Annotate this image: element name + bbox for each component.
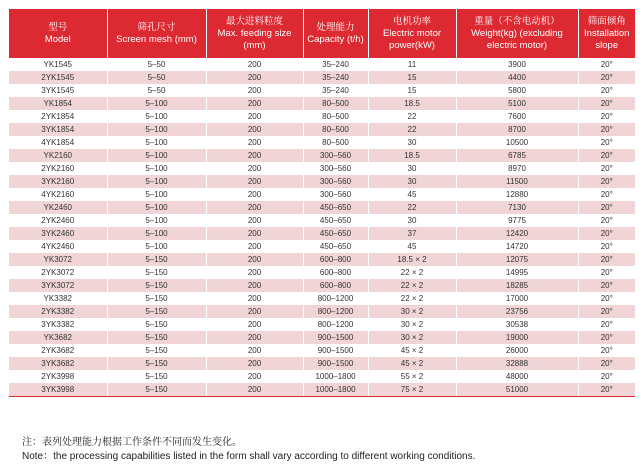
table-row (9, 266, 635, 279)
cell-installation-slope: 20° (578, 58, 635, 71)
cell-screen-mesh: 5–50 (107, 84, 206, 97)
table-row (9, 227, 635, 240)
cell-max-feeding-size: 200 (206, 201, 303, 214)
cell-max-feeding-size: 200 (206, 331, 303, 344)
cell-weight: 4400 (456, 71, 578, 84)
cell-model: 2YK3072 (9, 266, 107, 279)
cell-capacity: 450–650 (303, 214, 368, 227)
cell-model: 2YK2460 (9, 214, 107, 227)
table-row (9, 149, 635, 162)
cell-screen-mesh: 5–100 (107, 162, 206, 175)
cell-weight: 8700 (456, 123, 578, 136)
header-zh: 型号 (48, 21, 68, 33)
cell-weight: 23756 (456, 305, 578, 318)
cell-max-feeding-size: 200 (206, 279, 303, 292)
cell-capacity: 80–500 (303, 110, 368, 123)
cell-weight: 51000 (456, 383, 578, 397)
cell-model: 3YK3382 (9, 318, 107, 331)
table-row (9, 58, 635, 71)
cell-weight: 8970 (456, 162, 578, 175)
cell-weight: 19000 (456, 331, 578, 344)
table-row (9, 188, 635, 201)
cell-max-feeding-size: 200 (206, 188, 303, 201)
table-row (9, 383, 635, 397)
cell-model: YK3682 (9, 331, 107, 344)
cell-weight: 5800 (456, 84, 578, 97)
cell-capacity: 80–500 (303, 123, 368, 136)
cell-max-feeding-size: 200 (206, 344, 303, 357)
cell-weight: 48000 (456, 370, 578, 383)
cell-screen-mesh: 5–50 (107, 58, 206, 71)
cell-motor-power: 18.5 (368, 97, 456, 110)
cell-model: 4YK1854 (9, 136, 107, 149)
cell-capacity: 1000–1800 (303, 383, 368, 397)
cell-motor-power: 22 × 2 (368, 279, 456, 292)
cell-motor-power: 37 (368, 227, 456, 240)
cell-weight: 32888 (456, 357, 578, 370)
cell-motor-power: 30 (368, 175, 456, 188)
cell-motor-power: 45 (368, 240, 456, 253)
cell-screen-mesh: 5–100 (107, 188, 206, 201)
cell-capacity: 80–500 (303, 97, 368, 110)
table-row (9, 357, 635, 370)
header-en: Max. feeding size (mm) (217, 27, 292, 51)
cell-model: 3YK3682 (9, 357, 107, 370)
cell-motor-power: 18.5 (368, 149, 456, 162)
cell-screen-mesh: 5–150 (107, 370, 206, 383)
cell-weight: 5100 (456, 97, 578, 110)
cell-motor-power: 30 × 2 (368, 305, 456, 318)
table-row (9, 305, 635, 318)
cell-model: 4YK2160 (9, 188, 107, 201)
cell-max-feeding-size: 200 (206, 318, 303, 331)
cell-installation-slope: 20° (578, 292, 635, 305)
cell-capacity: 300–560 (303, 149, 368, 162)
cell-installation-slope: 20° (578, 97, 635, 110)
cell-max-feeding-size: 200 (206, 58, 303, 71)
cell-capacity: 80–500 (303, 136, 368, 149)
cell-max-feeding-size: 200 (206, 253, 303, 266)
cell-model: 2YK1545 (9, 71, 107, 84)
cell-max-feeding-size: 200 (206, 227, 303, 240)
cell-weight: 7130 (456, 201, 578, 214)
table-row (9, 253, 635, 266)
cell-max-feeding-size: 200 (206, 97, 303, 110)
spec-table-body (9, 58, 635, 397)
cell-screen-mesh: 5–100 (107, 227, 206, 240)
cell-motor-power: 30 (368, 214, 456, 227)
table-row (9, 240, 635, 253)
cell-weight: 11500 (456, 175, 578, 188)
cell-model: YK1545 (9, 58, 107, 71)
cell-motor-power: 30 (368, 136, 456, 149)
cell-max-feeding-size: 200 (206, 123, 303, 136)
table-row (9, 344, 635, 357)
cell-max-feeding-size: 200 (206, 214, 303, 227)
cell-installation-slope: 20° (578, 84, 635, 97)
cell-capacity: 800–1200 (303, 292, 368, 305)
cell-capacity: 450–650 (303, 227, 368, 240)
cell-installation-slope: 20° (578, 214, 635, 227)
cell-capacity: 300–560 (303, 162, 368, 175)
table-row (9, 292, 635, 305)
cell-weight: 18285 (456, 279, 578, 292)
cell-weight: 3900 (456, 58, 578, 71)
cell-weight: 17000 (456, 292, 578, 305)
cell-model: 2YK3998 (9, 370, 107, 383)
cell-model: 2YK2160 (9, 162, 107, 175)
cell-max-feeding-size: 200 (206, 240, 303, 253)
cell-screen-mesh: 5–100 (107, 123, 206, 136)
table-row (9, 162, 635, 175)
cell-installation-slope: 20° (578, 266, 635, 279)
cell-installation-slope: 20° (578, 123, 635, 136)
cell-max-feeding-size: 200 (206, 370, 303, 383)
header-capacity (303, 9, 368, 58)
cell-installation-slope: 20° (578, 201, 635, 214)
cell-screen-mesh: 5–100 (107, 214, 206, 227)
cell-screen-mesh: 5–100 (107, 201, 206, 214)
cell-installation-slope: 20° (578, 305, 635, 318)
header-zh: 筛面倾角 (587, 15, 626, 27)
cell-screen-mesh: 5–150 (107, 383, 206, 397)
header-weight (456, 9, 578, 58)
table-row (9, 318, 635, 331)
cell-installation-slope: 20° (578, 110, 635, 123)
cell-installation-slope: 20° (578, 357, 635, 370)
cell-screen-mesh: 5–150 (107, 318, 206, 331)
cell-model: 3YK3998 (9, 383, 107, 397)
cell-max-feeding-size: 200 (206, 266, 303, 279)
cell-installation-slope: 20° (578, 227, 635, 240)
cell-installation-slope: 20° (578, 136, 635, 149)
header-motor-power (368, 9, 456, 58)
cell-motor-power: 18.5 × 2 (368, 253, 456, 266)
cell-screen-mesh: 5–150 (107, 292, 206, 305)
cell-capacity: 600–800 (303, 266, 368, 279)
cell-screen-mesh: 5–100 (107, 136, 206, 149)
cell-capacity: 800–1200 (303, 305, 368, 318)
table-row (9, 123, 635, 136)
cell-max-feeding-size: 200 (206, 175, 303, 188)
cell-motor-power: 22 (368, 123, 456, 136)
cell-motor-power: 30 (368, 162, 456, 175)
header-en: Weight(kg) (excluding electric motor) (471, 27, 563, 51)
cell-model: 4YK2460 (9, 240, 107, 253)
cell-motor-power: 30 × 2 (368, 318, 456, 331)
cell-screen-mesh: 5–150 (107, 279, 206, 292)
table-row (9, 279, 635, 292)
cell-capacity: 1000–1800 (303, 370, 368, 383)
cell-installation-slope: 20° (578, 71, 635, 84)
cell-weight: 14720 (456, 240, 578, 253)
cell-model: 2YK1854 (9, 110, 107, 123)
cell-installation-slope: 20° (578, 188, 635, 201)
cell-weight: 6785 (456, 149, 578, 162)
cell-model: 3YK2160 (9, 175, 107, 188)
cell-motor-power: 30 × 2 (368, 331, 456, 344)
cell-max-feeding-size: 200 (206, 84, 303, 97)
header-zh: 筛孔尺寸 (137, 21, 176, 33)
cell-max-feeding-size: 200 (206, 305, 303, 318)
table-row (9, 110, 635, 123)
header-en: Installation slope (584, 27, 630, 51)
cell-weight: 26000 (456, 344, 578, 357)
cell-screen-mesh: 5–150 (107, 266, 206, 279)
table-row (9, 370, 635, 383)
cell-weight: 30538 (456, 318, 578, 331)
spec-table (9, 9, 635, 397)
table-row (9, 331, 635, 344)
cell-motor-power: 45 (368, 188, 456, 201)
cell-weight: 14995 (456, 266, 578, 279)
header-max-feeding-size (206, 9, 303, 58)
table-row (9, 84, 635, 97)
cell-weight: 12075 (456, 253, 578, 266)
cell-motor-power: 45 × 2 (368, 344, 456, 357)
cell-model: 3YK2460 (9, 227, 107, 240)
cell-max-feeding-size: 200 (206, 149, 303, 162)
cell-installation-slope: 20° (578, 240, 635, 253)
cell-motor-power: 45 × 2 (368, 357, 456, 370)
cell-installation-slope: 20° (578, 279, 635, 292)
spec-table-container (9, 9, 635, 397)
header-installation-slope (578, 9, 635, 58)
note-en: Note：the processing capabilities listed in the form shall vary according to different working conditions. (22, 451, 476, 462)
cell-screen-mesh: 5–50 (107, 71, 206, 84)
cell-motor-power: 55 × 2 (368, 370, 456, 383)
note-zh: 注：表列处理能力根据工作条件不同而发生变化。 (22, 437, 242, 448)
cell-max-feeding-size: 200 (206, 292, 303, 305)
cell-installation-slope: 20° (578, 162, 635, 175)
table-row (9, 175, 635, 188)
cell-model: YK3382 (9, 292, 107, 305)
cell-max-feeding-size: 200 (206, 162, 303, 175)
cell-motor-power: 22 × 2 (368, 292, 456, 305)
cell-max-feeding-size: 200 (206, 136, 303, 149)
cell-capacity: 600–800 (303, 279, 368, 292)
cell-screen-mesh: 5–100 (107, 97, 206, 110)
header-en: Model (44, 33, 71, 45)
cell-capacity: 600–800 (303, 253, 368, 266)
cell-capacity: 800–1200 (303, 318, 368, 331)
header-en: Electric motor power(kW) (382, 27, 442, 51)
cell-motor-power: 15 (368, 71, 456, 84)
header-en: Capacity (t/h) (307, 33, 364, 45)
cell-screen-mesh: 5–100 (107, 175, 206, 188)
cell-screen-mesh: 5–100 (107, 149, 206, 162)
cell-weight: 9775 (456, 214, 578, 227)
cell-motor-power: 22 × 2 (368, 266, 456, 279)
header-row (9, 9, 635, 58)
header-screen-mesh (107, 9, 206, 58)
header-zh: 最大进料粒度 (225, 15, 283, 27)
cell-max-feeding-size: 200 (206, 71, 303, 84)
cell-weight: 12420 (456, 227, 578, 240)
cell-capacity: 450–650 (303, 201, 368, 214)
cell-installation-slope: 20° (578, 383, 635, 397)
header-zh: 重量（不含电动机） (474, 15, 560, 27)
cell-installation-slope: 20° (578, 149, 635, 162)
cell-motor-power: 22 (368, 110, 456, 123)
cell-capacity: 900–1500 (303, 344, 368, 357)
cell-screen-mesh: 5–100 (107, 110, 206, 123)
header-model (9, 9, 107, 58)
cell-installation-slope: 20° (578, 175, 635, 188)
table-row (9, 201, 635, 214)
table-row (9, 214, 635, 227)
cell-screen-mesh: 5–150 (107, 305, 206, 318)
cell-capacity: 35–240 (303, 84, 368, 97)
notes (22, 436, 475, 464)
table-row (9, 97, 635, 110)
header-zh: 处理能力 (316, 21, 355, 33)
cell-screen-mesh: 5–150 (107, 253, 206, 266)
cell-motor-power: 15 (368, 84, 456, 97)
cell-motor-power: 75 × 2 (368, 383, 456, 397)
table-row (9, 136, 635, 149)
header-zh: 电机功率 (392, 15, 431, 27)
cell-capacity: 450–650 (303, 240, 368, 253)
cell-capacity: 900–1500 (303, 331, 368, 344)
cell-model: 3YK1854 (9, 123, 107, 136)
cell-weight: 7600 (456, 110, 578, 123)
header-en: Screen mesh (mm) (116, 33, 197, 45)
cell-capacity: 300–560 (303, 175, 368, 188)
cell-capacity: 300–560 (303, 188, 368, 201)
cell-model: 2YK3682 (9, 344, 107, 357)
cell-installation-slope: 20° (578, 344, 635, 357)
cell-installation-slope: 20° (578, 318, 635, 331)
cell-capacity: 35–240 (303, 58, 368, 71)
cell-max-feeding-size: 200 (206, 357, 303, 370)
cell-capacity: 900–1500 (303, 357, 368, 370)
cell-installation-slope: 20° (578, 370, 635, 383)
cell-motor-power: 11 (368, 58, 456, 71)
cell-motor-power: 22 (368, 201, 456, 214)
cell-model: YK2160 (9, 149, 107, 162)
table-row (9, 71, 635, 84)
cell-max-feeding-size: 200 (206, 383, 303, 397)
cell-screen-mesh: 5–150 (107, 344, 206, 357)
cell-screen-mesh: 5–150 (107, 357, 206, 370)
cell-model: YK3072 (9, 253, 107, 266)
cell-installation-slope: 20° (578, 331, 635, 344)
cell-installation-slope: 20° (578, 253, 635, 266)
cell-model: 2YK3382 (9, 305, 107, 318)
cell-weight: 12880 (456, 188, 578, 201)
cell-model: 3YK3072 (9, 279, 107, 292)
cell-model: 3YK1545 (9, 84, 107, 97)
cell-weight: 10500 (456, 136, 578, 149)
cell-screen-mesh: 5–150 (107, 331, 206, 344)
cell-max-feeding-size: 200 (206, 110, 303, 123)
cell-model: YK2460 (9, 201, 107, 214)
cell-capacity: 35–240 (303, 71, 368, 84)
cell-screen-mesh: 5–100 (107, 240, 206, 253)
cell-model: YK1854 (9, 97, 107, 110)
